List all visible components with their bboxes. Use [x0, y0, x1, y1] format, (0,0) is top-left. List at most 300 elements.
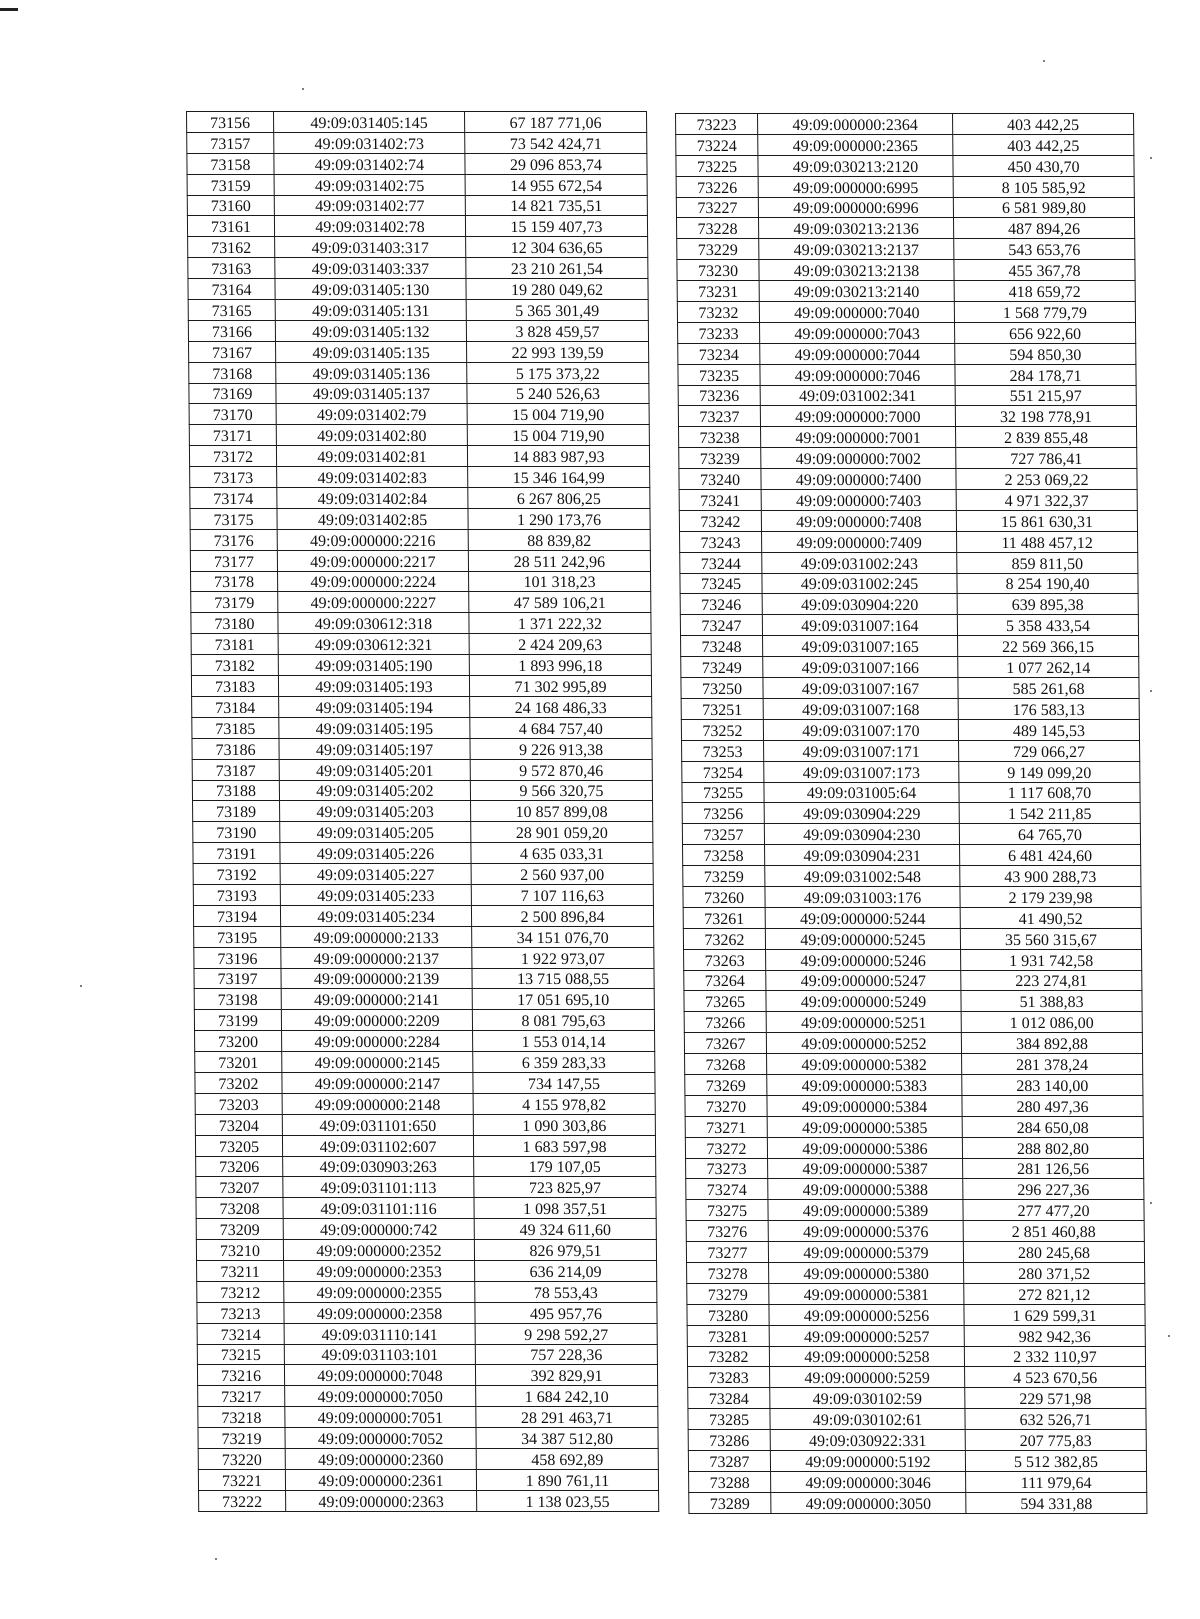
cadastral-value-cell: 32 198 778,91 [955, 406, 1136, 427]
table-row [189, 425, 649, 446]
row-number-cell: 73224 [676, 134, 758, 155]
cadastral-number-cell: 49:09:000000:5381 [769, 1283, 964, 1304]
cadastral-value-cell: 23 210 261,54 [466, 258, 648, 279]
cadastral-number-cell: 49:09:031103:101 [284, 1344, 475, 1365]
cadastral-number-cell: 49:09:000000:2227 [278, 592, 469, 613]
row-number-cell: 73221 [198, 1469, 285, 1490]
row-number-cell: 73275 [686, 1200, 768, 1221]
table-row [686, 1200, 1144, 1221]
cadastral-value-cell: 15 159 407,73 [465, 216, 647, 237]
cadastral-value-cell: 10 857 899,08 [471, 801, 653, 822]
scan-speck [80, 985, 82, 987]
cadastral-value-cell: 1 012 086,00 [961, 1012, 1142, 1033]
row-number-cell: 73245 [680, 573, 762, 594]
cadastral-number-cell: 49:09:030213:2138 [759, 260, 954, 281]
row-number-cell: 73198 [194, 989, 281, 1010]
cadastral-number-cell: 49:09:000000:2355 [284, 1281, 475, 1302]
cadastral-value-cell: 723 825,97 [474, 1177, 656, 1198]
cadastral-number-cell: 49:09:031007:166 [763, 657, 958, 678]
table-row [195, 1072, 655, 1093]
cadastral-number-cell: 49:09:030213:2140 [759, 281, 954, 302]
cadastral-number-cell: 49:09:031007:164 [762, 615, 957, 636]
scan-speck [1168, 1335, 1170, 1337]
cadastral-value-cell: 6 581 989,80 [953, 197, 1134, 218]
row-number-cell: 73216 [197, 1365, 284, 1386]
cadastral-value-cell: 296 227,36 [963, 1179, 1144, 1200]
cadastral-value-cell: 283 140,00 [962, 1074, 1143, 1095]
cadastral-value-cell: 489 145,53 [958, 719, 1139, 740]
cadastral-number-cell: 49:09:030904:220 [762, 594, 957, 615]
cadastral-number-cell: 49:09:031405:135 [276, 341, 467, 362]
table-row [680, 615, 1138, 636]
cadastral-number-cell: 49:09:000000:5388 [768, 1179, 963, 1200]
cadastral-value-cell: 9 572 870,46 [470, 759, 652, 780]
cadastral-value-cell: 47 589 106,21 [469, 592, 651, 613]
cadastral-number-cell: 49:09:000000:2364 [758, 114, 953, 135]
table-row [688, 1367, 1146, 1388]
table-row [688, 1388, 1146, 1409]
scan-speck [1150, 690, 1152, 692]
row-number-cell: 73187 [192, 759, 279, 780]
table-row [194, 968, 654, 989]
cadastral-number-cell: 49:09:000000:5258 [769, 1346, 964, 1367]
table-row [681, 636, 1139, 657]
table-row [195, 1135, 655, 1156]
table-row [193, 822, 653, 843]
registry-table-left [186, 111, 659, 1512]
cadastral-number-cell: 49:09:031002:341 [760, 385, 955, 406]
row-number-cell: 73212 [197, 1281, 284, 1302]
cadastral-value-cell: 2 839 855,48 [956, 427, 1137, 448]
cadastral-value-cell: 280 371,52 [964, 1262, 1145, 1283]
table-row [189, 341, 649, 362]
cadastral-value-cell: 4 684 757,40 [470, 717, 652, 738]
cadastral-value-cell: 28 901 059,20 [471, 822, 653, 843]
table-row [199, 1490, 659, 1511]
row-number-cell: 73202 [195, 1072, 282, 1093]
table-row [676, 134, 1134, 155]
row-number-cell: 73255 [682, 782, 764, 803]
registry-table-right-body [676, 114, 1147, 1514]
cadastral-value-cell: 6 267 806,25 [468, 488, 650, 509]
cadastral-number-cell: 49:09:030213:2137 [759, 239, 954, 260]
table-row [679, 490, 1137, 511]
cadastral-number-cell: 49:09:031402:83 [277, 467, 468, 488]
row-number-cell: 73214 [197, 1323, 284, 1344]
row-number-cell: 73190 [193, 822, 280, 843]
cadastral-number-cell: 49:09:000000:5247 [766, 970, 961, 991]
cadastral-value-cell: 64 765,70 [959, 824, 1140, 845]
row-number-cell: 73175 [190, 508, 277, 529]
row-number-cell: 73228 [677, 218, 759, 239]
row-number-cell: 73189 [193, 801, 280, 822]
table-row [688, 1409, 1146, 1430]
cadastral-value-cell: 1 117 608,70 [959, 782, 1140, 803]
table-row [681, 678, 1139, 699]
cadastral-number-cell: 49:09:000000:5259 [770, 1367, 965, 1388]
table-row [685, 1137, 1143, 1158]
cadastral-value-cell: 1 684 242,10 [476, 1386, 658, 1407]
row-number-cell: 73239 [679, 448, 761, 469]
table-row [195, 1114, 655, 1135]
cadastral-number-cell: 49:09:031002:245 [762, 573, 957, 594]
cadastral-value-cell: 288 802,80 [962, 1137, 1143, 1158]
table-row [676, 176, 1134, 197]
table-row [189, 446, 649, 467]
cadastral-value-cell: 6 359 283,33 [473, 1052, 655, 1073]
cadastral-number-cell: 49:09:031402:85 [277, 508, 468, 529]
cadastral-number-cell: 49:09:000000:2216 [277, 529, 468, 550]
cadastral-value-cell: 636 214,09 [475, 1260, 657, 1281]
cadastral-value-cell: 51 388,83 [961, 991, 1142, 1012]
row-number-cell: 73156 [187, 112, 274, 133]
cadastral-number-cell: 49:09:000000:7050 [285, 1386, 476, 1407]
cadastral-value-cell: 455 367,78 [954, 260, 1135, 281]
table-row [677, 302, 1135, 323]
table-row [678, 385, 1136, 406]
cadastral-value-cell: 403 442,25 [953, 134, 1134, 155]
table-row [192, 759, 652, 780]
cadastral-number-cell: 49:09:000000:2360 [285, 1449, 476, 1470]
row-number-cell: 73250 [681, 678, 763, 699]
cadastral-number-cell: 49:09:000000:7046 [760, 364, 955, 385]
cadastral-value-cell: 9 298 592,27 [475, 1323, 657, 1344]
cadastral-number-cell: 49:09:031405:136 [276, 362, 467, 383]
table-row [190, 550, 650, 571]
cadastral-value-cell: 1 683 597,98 [473, 1135, 655, 1156]
cadastral-value-cell: 17 051 695,10 [472, 989, 654, 1010]
cadastral-number-cell: 49:09:000000:2363 [286, 1490, 477, 1511]
table-row [198, 1469, 658, 1490]
cadastral-value-cell: 179 107,05 [474, 1156, 656, 1177]
table-row [198, 1449, 658, 1470]
cadastral-value-cell: 14 883 987,93 [467, 446, 649, 467]
row-number-cell: 73251 [681, 698, 763, 719]
table-row [688, 1451, 1146, 1472]
row-number-cell: 73270 [685, 1095, 767, 1116]
table-row [676, 155, 1134, 176]
row-number-cell: 73242 [679, 510, 761, 531]
cadastral-number-cell: 49:09:031405:194 [279, 696, 470, 717]
table-row [679, 448, 1137, 469]
table-row [679, 427, 1137, 448]
row-number-cell: 73172 [189, 446, 276, 467]
cadastral-value-cell: 2 424 209,63 [469, 634, 651, 655]
row-number-cell: 73217 [198, 1386, 285, 1407]
cadastral-number-cell: 49:09:000000:7001 [761, 427, 956, 448]
cadastral-number-cell: 49:09:031405:195 [279, 717, 470, 738]
cadastral-value-cell: 1 090 303,86 [473, 1114, 655, 1135]
cadastral-value-cell: 15 004 719,90 [467, 404, 649, 425]
table-row [686, 1158, 1144, 1179]
cadastral-value-cell: 284 178,71 [955, 364, 1136, 385]
row-number-cell: 73231 [677, 281, 759, 302]
cadastral-value-cell: 9 226 913,38 [470, 738, 652, 759]
table-row [188, 300, 648, 321]
scan-speck [1150, 1202, 1152, 1204]
cadastral-number-cell: 49:09:000000:7052 [285, 1428, 476, 1449]
cadastral-number-cell: 49:09:000000:5257 [769, 1325, 964, 1346]
table-row [677, 260, 1135, 281]
table-row [678, 364, 1136, 385]
table-row [190, 508, 650, 529]
table-row [196, 1240, 656, 1261]
row-number-cell: 73205 [195, 1135, 282, 1156]
cadastral-number-cell: 49:09:031402:81 [276, 446, 467, 467]
cadastral-number-cell: 49:09:031403:337 [275, 258, 466, 279]
cadastral-number-cell: 49:09:000000:5387 [768, 1158, 963, 1179]
cadastral-number-cell: 49:09:000000:7051 [285, 1407, 476, 1428]
cadastral-number-cell: 49:09:000000:2139 [281, 968, 472, 989]
row-number-cell: 73277 [686, 1242, 768, 1263]
cadastral-value-cell: 88 839,82 [468, 529, 650, 550]
table-row [191, 592, 651, 613]
cadastral-number-cell: 49:09:000000:7048 [284, 1365, 475, 1386]
table-row [685, 1074, 1143, 1095]
cadastral-value-cell: 403 442,25 [953, 114, 1134, 135]
cadastral-value-cell: 35 560 315,67 [960, 928, 1141, 949]
cadastral-value-cell: 1 922 973,07 [472, 947, 654, 968]
cadastral-value-cell: 14 955 672,54 [465, 174, 647, 195]
cadastral-number-cell: 49:09:031402:75 [274, 174, 465, 195]
row-number-cell: 73259 [683, 866, 765, 887]
cadastral-value-cell: 1 371 222,32 [469, 613, 651, 634]
cadastral-number-cell: 49:09:030904:229 [764, 803, 959, 824]
table-row [685, 1116, 1143, 1137]
row-number-cell: 73273 [686, 1158, 768, 1179]
row-number-cell: 73287 [688, 1451, 770, 1472]
row-number-cell: 73258 [683, 845, 765, 866]
cadastral-number-cell: 49:09:031101:116 [283, 1198, 474, 1219]
cadastral-number-cell: 49:09:000000:5252 [766, 1033, 961, 1054]
cadastral-value-cell: 392 829,91 [475, 1365, 657, 1386]
cadastral-value-cell: 34 151 076,70 [472, 926, 654, 947]
row-number-cell: 73226 [676, 176, 758, 197]
cadastral-value-cell: 49 324 611,60 [474, 1219, 656, 1240]
cadastral-value-cell: 176 583,13 [958, 698, 1139, 719]
cadastral-number-cell: 49:09:031101:113 [283, 1177, 474, 1198]
cadastral-value-cell: 14 821 735,51 [465, 195, 647, 216]
cadastral-number-cell: 49:09:000000:2141 [281, 989, 472, 1010]
row-number-cell: 73265 [684, 991, 766, 1012]
row-number-cell: 73283 [688, 1367, 770, 1388]
cadastral-value-cell: 1 931 742,58 [961, 949, 1142, 970]
cadastral-number-cell: 49:09:000000:2147 [282, 1072, 473, 1093]
cadastral-number-cell: 49:09:030612:321 [278, 634, 469, 655]
cadastral-number-cell: 49:09:031402:73 [274, 132, 465, 153]
cadastral-value-cell: 1 098 357,51 [474, 1198, 656, 1219]
table-row [187, 174, 647, 195]
cadastral-number-cell: 49:09:000000:6996 [758, 197, 953, 218]
row-number-cell: 73182 [191, 655, 278, 676]
table-row [681, 719, 1139, 740]
table-row [198, 1386, 658, 1407]
cadastral-value-cell: 632 526,71 [965, 1409, 1146, 1430]
cadastral-value-cell: 639 895,38 [957, 594, 1138, 615]
table-row [197, 1281, 657, 1302]
table-row [676, 197, 1134, 218]
cadastral-value-cell: 859 811,50 [957, 552, 1138, 573]
cadastral-number-cell: 49:09:031405:145 [274, 112, 465, 133]
row-number-cell: 73238 [679, 427, 761, 448]
table-row [683, 845, 1141, 866]
table-row [685, 1054, 1143, 1075]
cadastral-number-cell: 49:09:000000:5256 [769, 1304, 964, 1325]
cadastral-value-cell: 2 560 937,00 [471, 864, 653, 885]
row-number-cell: 73249 [681, 657, 763, 678]
cadastral-number-cell: 49:09:031007:171 [764, 740, 959, 761]
table-row [686, 1179, 1144, 1200]
cadastral-value-cell: 4 155 978,82 [473, 1093, 655, 1114]
table-row [677, 281, 1135, 302]
cadastral-value-cell: 450 430,70 [953, 155, 1134, 176]
table-row [678, 343, 1136, 364]
cadastral-value-cell: 1 568 779,79 [954, 302, 1135, 323]
cadastral-number-cell: 49:09:000000:2365 [758, 134, 953, 155]
row-number-cell: 73240 [679, 469, 761, 490]
cadastral-value-cell: 487 894,26 [954, 218, 1135, 239]
table-row [688, 1430, 1146, 1451]
cadastral-number-cell: 49:09:000000:7400 [761, 469, 956, 490]
cadastral-number-cell: 49:09:000000:5249 [766, 991, 961, 1012]
cadastral-value-cell: 1 893 996,18 [469, 655, 651, 676]
cadastral-value-cell: 284 650,08 [962, 1116, 1143, 1137]
table-row [192, 780, 652, 801]
row-number-cell: 73234 [678, 343, 760, 364]
row-number-cell: 73222 [199, 1490, 286, 1511]
cadastral-number-cell: 49:09:000000:5379 [768, 1242, 963, 1263]
cadastral-value-cell: 1 138 023,55 [477, 1490, 659, 1511]
row-number-cell: 73263 [684, 949, 766, 970]
table-row [686, 1221, 1144, 1242]
cadastral-value-cell: 551 215,97 [955, 385, 1136, 406]
cadastral-number-cell: 49:09:000000:2358 [284, 1302, 475, 1323]
cadastral-value-cell: 4 635 033,31 [471, 843, 653, 864]
row-number-cell: 73241 [679, 490, 761, 511]
row-number-cell: 73164 [188, 279, 275, 300]
cadastral-number-cell: 49:09:031405:197 [279, 738, 470, 759]
row-number-cell: 73262 [683, 928, 765, 949]
cadastral-number-cell: 49:09:031003:176 [765, 886, 960, 907]
cadastral-number-cell: 49:09:000000:6995 [758, 176, 953, 197]
table-row [682, 803, 1140, 824]
cadastral-number-cell: 49:09:031007:167 [763, 678, 958, 699]
row-number-cell: 73280 [687, 1304, 769, 1325]
scan-speck [302, 88, 304, 90]
table-row [683, 928, 1141, 949]
table-row [190, 529, 650, 550]
cadastral-value-cell: 101 318,23 [469, 571, 651, 592]
table-row [196, 1198, 656, 1219]
cadastral-number-cell: 49:09:031402:77 [274, 195, 465, 216]
cadastral-number-cell: 49:09:000000:2284 [282, 1031, 473, 1052]
row-number-cell: 73174 [190, 488, 277, 509]
cadastral-value-cell: 8 081 795,63 [472, 1010, 654, 1031]
cadastral-value-cell: 656 922,60 [955, 322, 1136, 343]
table-row [197, 1365, 657, 1386]
row-number-cell: 73177 [190, 550, 277, 571]
cadastral-value-cell: 223 274,81 [961, 970, 1142, 991]
table-row [189, 404, 649, 425]
row-number-cell: 73237 [678, 406, 760, 427]
cadastral-value-cell: 3 828 459,57 [466, 320, 648, 341]
cadastral-value-cell: 8 254 190,40 [957, 573, 1138, 594]
row-number-cell: 73244 [680, 552, 762, 573]
row-number-cell: 73173 [190, 467, 277, 488]
table-row [684, 1033, 1142, 1054]
row-number-cell: 73235 [678, 364, 760, 385]
cadastral-number-cell: 49:09:000000:5385 [767, 1116, 962, 1137]
row-number-cell: 73281 [687, 1325, 769, 1346]
cadastral-value-cell: 11 488 457,12 [957, 531, 1138, 552]
cadastral-number-cell: 49:09:031007:170 [763, 719, 958, 740]
table-row [193, 905, 653, 926]
cadastral-value-cell: 67 187 771,06 [465, 112, 647, 133]
cadastral-value-cell: 5 358 433,54 [957, 615, 1138, 636]
cadastral-number-cell: 49:09:000000:5251 [766, 1012, 961, 1033]
row-number-cell: 73218 [198, 1407, 285, 1428]
cadastral-value-cell: 594 850,30 [955, 343, 1136, 364]
row-number-cell: 73211 [197, 1260, 284, 1281]
cadastral-number-cell: 49:09:000000:5246 [766, 949, 961, 970]
row-number-cell: 73194 [193, 905, 280, 926]
row-number-cell: 73195 [194, 926, 281, 947]
cadastral-value-cell: 29 096 853,74 [465, 153, 647, 174]
row-number-cell: 73193 [193, 884, 280, 905]
row-number-cell: 73209 [196, 1219, 283, 1240]
cadastral-value-cell: 9 566 320,75 [470, 780, 652, 801]
cadastral-value-cell: 41 490,52 [960, 907, 1141, 928]
table-row [681, 698, 1139, 719]
table-row [192, 696, 652, 717]
table-row [188, 258, 648, 279]
row-number-cell: 73257 [682, 824, 764, 845]
cadastral-value-cell: 8 105 585,92 [953, 176, 1134, 197]
cadastral-value-cell: 13 715 088,55 [472, 968, 654, 989]
table-row [194, 989, 654, 1010]
row-number-cell: 73179 [191, 592, 278, 613]
row-number-cell: 73272 [685, 1137, 767, 1158]
cadastral-number-cell: 49:09:000000:742 [283, 1219, 474, 1240]
row-number-cell: 73163 [188, 258, 275, 279]
cadastral-number-cell: 49:09:030903:263 [283, 1156, 474, 1177]
cadastral-number-cell: 49:09:000000:7409 [762, 531, 957, 552]
row-number-cell: 73260 [683, 886, 765, 907]
cadastral-value-cell: 281 126,56 [963, 1158, 1144, 1179]
cadastral-number-cell: 49:09:031402:78 [274, 216, 465, 237]
table-row [683, 886, 1141, 907]
row-number-cell: 73207 [196, 1177, 283, 1198]
cadastral-number-cell: 49:09:000000:2148 [282, 1093, 473, 1114]
table-row [189, 362, 649, 383]
table-row [196, 1177, 656, 1198]
table-row [187, 153, 647, 174]
cadastral-number-cell: 49:09:031007:168 [763, 698, 958, 719]
cadastral-value-cell: 272 821,12 [964, 1283, 1145, 1304]
cadastral-number-cell: 49:09:000000:5380 [769, 1262, 964, 1283]
table-row [687, 1262, 1145, 1283]
cadastral-number-cell: 49:09:031402:79 [276, 404, 467, 425]
table-row [197, 1323, 657, 1344]
cadastral-number-cell: 49:09:031405:190 [278, 655, 469, 676]
table-row [193, 801, 653, 822]
cadastral-number-cell: 49:09:031402:84 [277, 488, 468, 509]
table-row [680, 594, 1138, 615]
cadastral-number-cell: 49:09:031110:141 [284, 1323, 475, 1344]
cadastral-value-cell: 5 365 301,49 [466, 300, 648, 321]
cadastral-value-cell: 1 077 262,14 [958, 657, 1139, 678]
row-number-cell: 73279 [687, 1283, 769, 1304]
